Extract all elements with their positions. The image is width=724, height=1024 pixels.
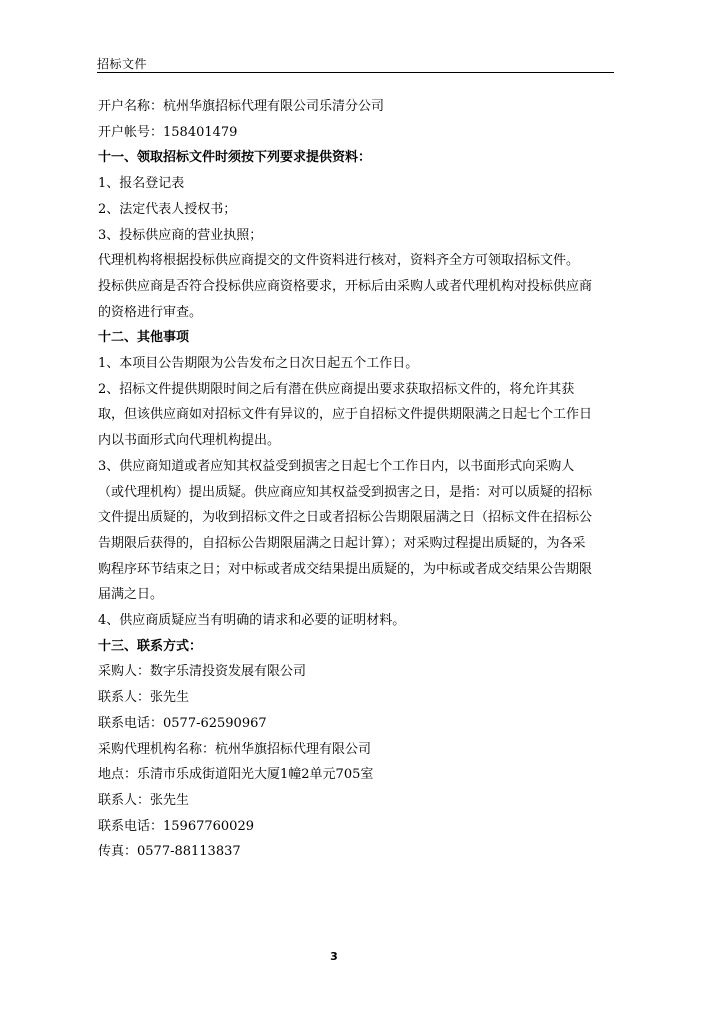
agency-address: 地点：乐清市乐成街道阳光大厦1幢2单元705室 [98, 767, 374, 783]
section-11-item-1: 1、报名登记表 [98, 176, 185, 192]
section-12-para-2-line-2: 取，但该供应商如对招标文件有异议的，应于自招标文件提供期限满之日起七个工作日 [98, 407, 593, 423]
section-12-para-3-line-4: 告期限后获得的，自招标公告期限届满之日起计算）；对采购过程提出质疑的，为各采 [98, 535, 586, 551]
document-body [98, 94, 636, 865]
page-number: 3 [330, 950, 338, 963]
section-12-para-4: 4、供应商质疑应当有明确的请求和必要的证明材料。 [98, 613, 406, 629]
bank-account-number: 开户帐号：158401479 [98, 124, 238, 140]
section-11-item-2: 2、法定代表人授权书； [98, 201, 237, 217]
agency-phone: 联系电话：15967760029 [98, 818, 254, 834]
section-11-note-line-1: 代理机构将根据投标供应商提交的文件资料进行核对，资料齐全方可领取招标文件。 [98, 253, 580, 269]
bank-account-name: 开户名称：杭州华旗招标代理有限公司乐清分公司 [98, 99, 385, 114]
section-11-item-3: 3、投标供应商的营业执照； [98, 227, 263, 243]
header-title: 招标文件 [97, 57, 148, 71]
agency-fax: 传真：0577-88113837 [98, 844, 241, 860]
section-12-para-2-line-1: 2、招标文件提供期限时间之后有潜在供应商提出要求获取招标文件的，将允许其获 [98, 381, 575, 397]
section-12-heading: 十二、其他事项 [98, 330, 190, 346]
section-12-para-2-line-3: 内以书面形式向代理机构提出。 [98, 433, 281, 449]
section-12-para-3-line-3: 文件提出质疑的，为收到招标文件之日或者招标公告期限届满之日（招标文件在招标公 [98, 510, 593, 526]
purchaser-phone: 联系电话：0577-62590967 [98, 715, 267, 731]
agency-name: 采购代理机构名称：杭州华旗招标代理有限公司 [98, 741, 372, 757]
section-12-para-1: 1、本项目公告期限为公告发布之日次日起五个工作日。 [98, 356, 419, 372]
section-12-para-3-line-2: （或代理机构）提出质疑。供应商应知其权益受到损害之日，是指：对可以质疑的招标 [98, 484, 593, 500]
header-divider [97, 72, 614, 73]
purchaser-contact: 联系人：张先生 [98, 690, 190, 706]
section-11-note-line-3: 的资格进行审查。 [98, 304, 203, 320]
purchaser: 采购人：数字乐清投资发展有限公司 [98, 664, 307, 680]
section-12-para-3-line-6: 届满之日。 [98, 587, 164, 603]
agency-contact: 联系人：张先生 [98, 792, 190, 808]
section-12-para-3-line-1: 3、供应商知道或者应知其权益受到损害之日起七个工作日内，以书面形式向采购人 [98, 458, 575, 474]
section-11-note-line-2: 投标供应商是否符合投标供应商资格要求，开标后由采购人或者代理机构对投标供应商 [98, 278, 593, 294]
section-13-heading: 十三、联系方式： [98, 638, 203, 654]
section-11-heading: 十一、领取招标文件时须按下列要求提供资料： [98, 150, 372, 166]
section-12-para-3-line-5: 购程序环节结束之日；对中标或者成交结果提出质疑的，为中标或者成交结果公告期限 [98, 561, 593, 577]
